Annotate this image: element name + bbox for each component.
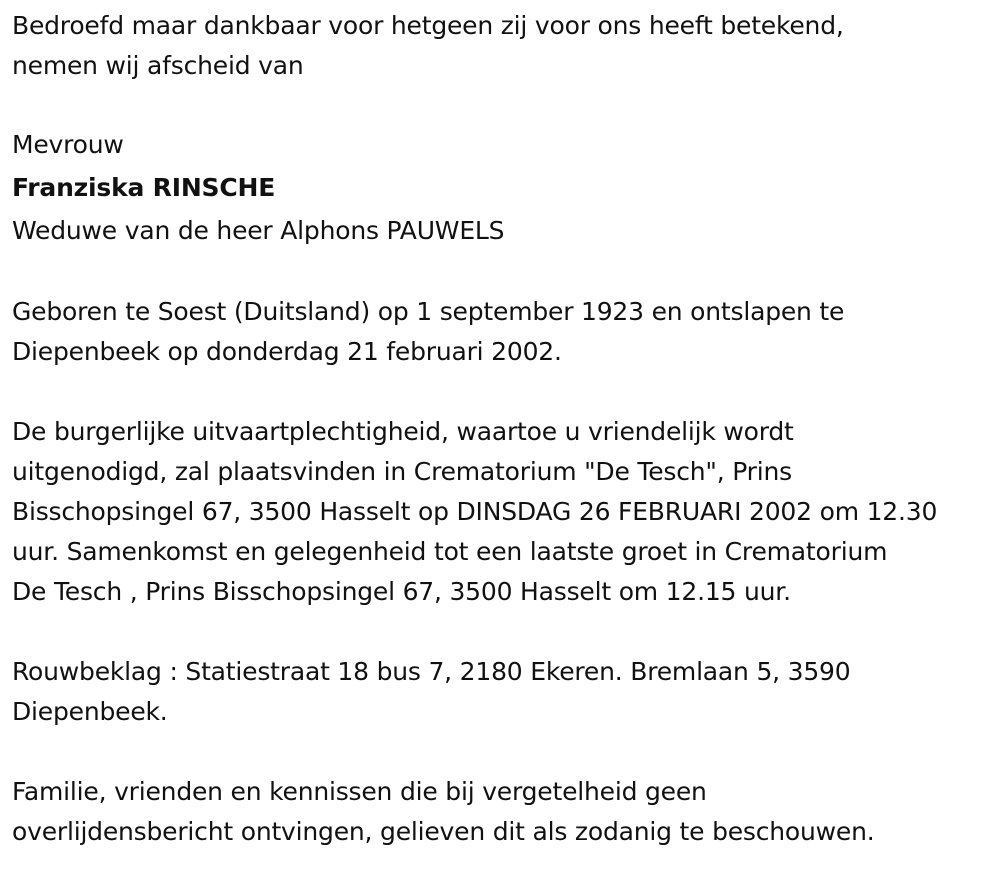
birth-death-paragraph: Geboren te Soest (Duitsland) op 1 september 1923 en ontslapen te Diepenbeek op donderdag 21 februari 2002.	[12, 297, 845, 366]
condolences-paragraph: Rouwbeklag : Statiestraat 18 bus 7, 2180 Ekeren. Bremlaan 5, 3590 Diepenbeek.	[12, 657, 851, 726]
spacer	[12, 250, 992, 292]
ceremony-paragraph: De burgerlijke uitvaartplechtigheid, waartoe u vriendelijk wordt uitgenodigd, zal plaatsvinden in Crematorium "De Tesch", Prins Bisschopsingel 67, 3500 Hasselt op DINSDAG 26 FEBRUARI 2002 om 12.30 uur. Samenkomst en gelegenheid tot een laatste groet in Crematorium De Tesch , Prins Bisschopsingel 67, 3500 Hasselt om 12.15 uur.	[12, 417, 938, 606]
spacer	[12, 372, 992, 412]
spacer	[12, 732, 992, 772]
obituary-notice	[12, 6, 992, 852]
salutation: Mevrouw	[12, 130, 124, 159]
relation-line: Weduwe van de heer Alphons PAUWELS	[12, 216, 505, 245]
spacer	[12, 612, 992, 652]
intro-paragraph: Bedroefd maar dankbaar voor hetgeen zij voor ons heeft betekend, nemen wij afscheid van	[12, 11, 844, 80]
deceased-name: Franziska RINSCHE	[12, 173, 276, 202]
spacer	[12, 86, 992, 126]
closing-paragraph: Familie, vrienden en kennissen die bij vergetelheid geen overlijdensbericht ontvingen, gelieven dit als zodanig te beschouwen.	[12, 777, 875, 846]
